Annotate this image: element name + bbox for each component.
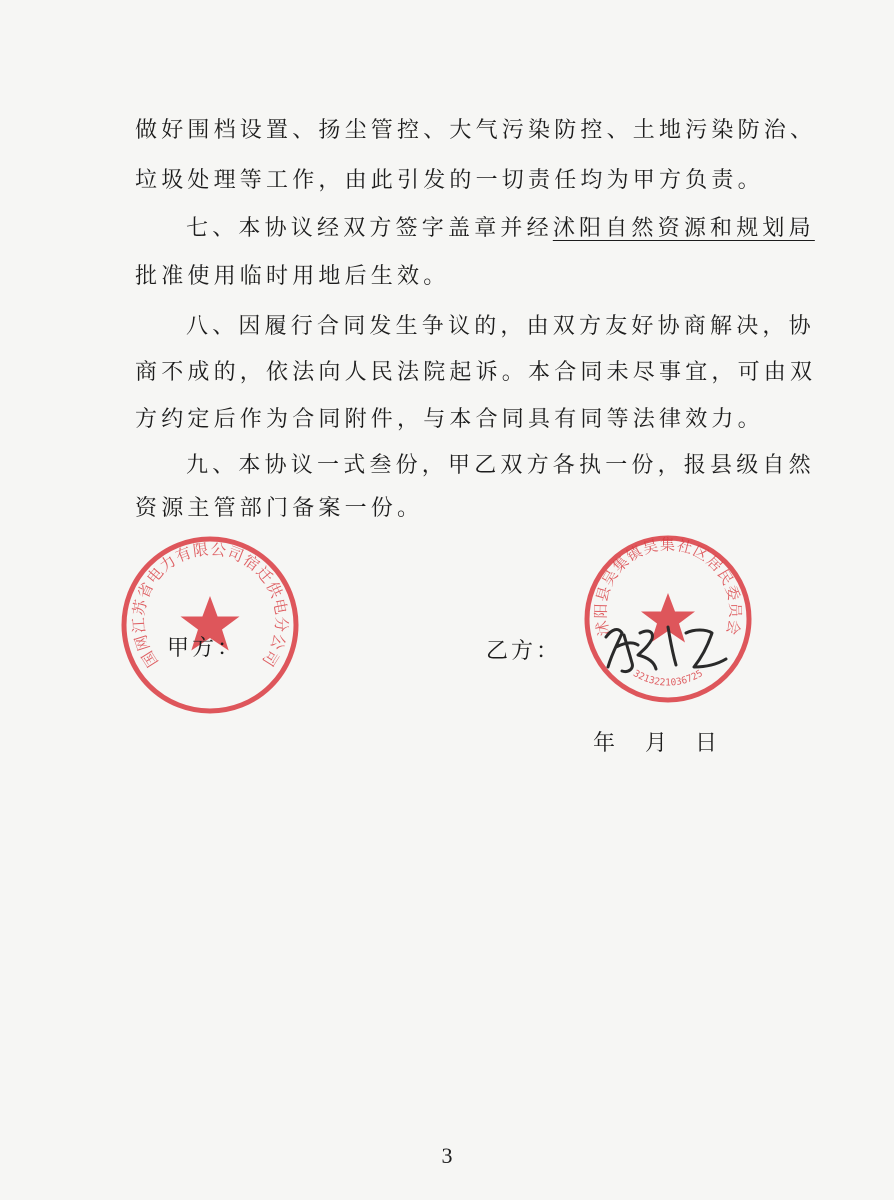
paragraph-7-line-2: 批准使用临时用地后生效。: [135, 264, 450, 289]
paragraph-9-line-2: 资源主管部门备案一份。: [135, 496, 424, 521]
svg-text:3213221036725: 3213221036725: [631, 668, 705, 689]
paragraph-6-line-2: 垃圾处理等工作，由此引发的一切责任均为甲方负责。: [135, 168, 764, 193]
handwritten-signature: [598, 617, 733, 679]
party-b-label: 乙方：: [486, 639, 562, 664]
paragraph-8-line-2: 商不成的，依法向人民法院起诉。本合同未尽事宜，可由双: [135, 360, 817, 385]
paragraph-7-text: 七、本协议经双方签字盖章并经: [186, 216, 553, 241]
paragraph-8-line-1: 八、因履行合同发生争议的，由双方友好协商解决，协: [186, 314, 815, 339]
signing-date: [593, 729, 717, 759]
svg-text:国网江苏省电力有限公司宿迁供电分公司: 国网江苏省电力有限公司宿迁供电分公司: [129, 540, 291, 671]
date-day: 日: [695, 731, 718, 756]
approving-authority: 沭阳自然资源和规划局: [552, 216, 815, 241]
paragraph-9-line-1: 九、本协议一式叁份，甲乙双方各执一份，报县级自然: [186, 453, 815, 478]
paragraph-8-line-3: 方约定后作为合同附件，与本合同具有同等法律效力。: [135, 407, 764, 432]
date-month: 月: [645, 731, 668, 756]
paragraph-7-line-1: [186, 214, 815, 244]
page-number: 3: [441, 1143, 453, 1168]
paragraph-6-line-1: 做好围档设置、扬尘管控、大气污染防控、土地污染防治、: [135, 118, 817, 143]
party-a-seal: [119, 534, 301, 716]
date-year: 年: [593, 731, 616, 756]
party-a-label: 甲方：: [167, 636, 243, 661]
svg-text:沭阳县吴集镇吴集社区居民委员会: 沭阳县吴集镇吴集社区居民委员会: [591, 535, 745, 638]
